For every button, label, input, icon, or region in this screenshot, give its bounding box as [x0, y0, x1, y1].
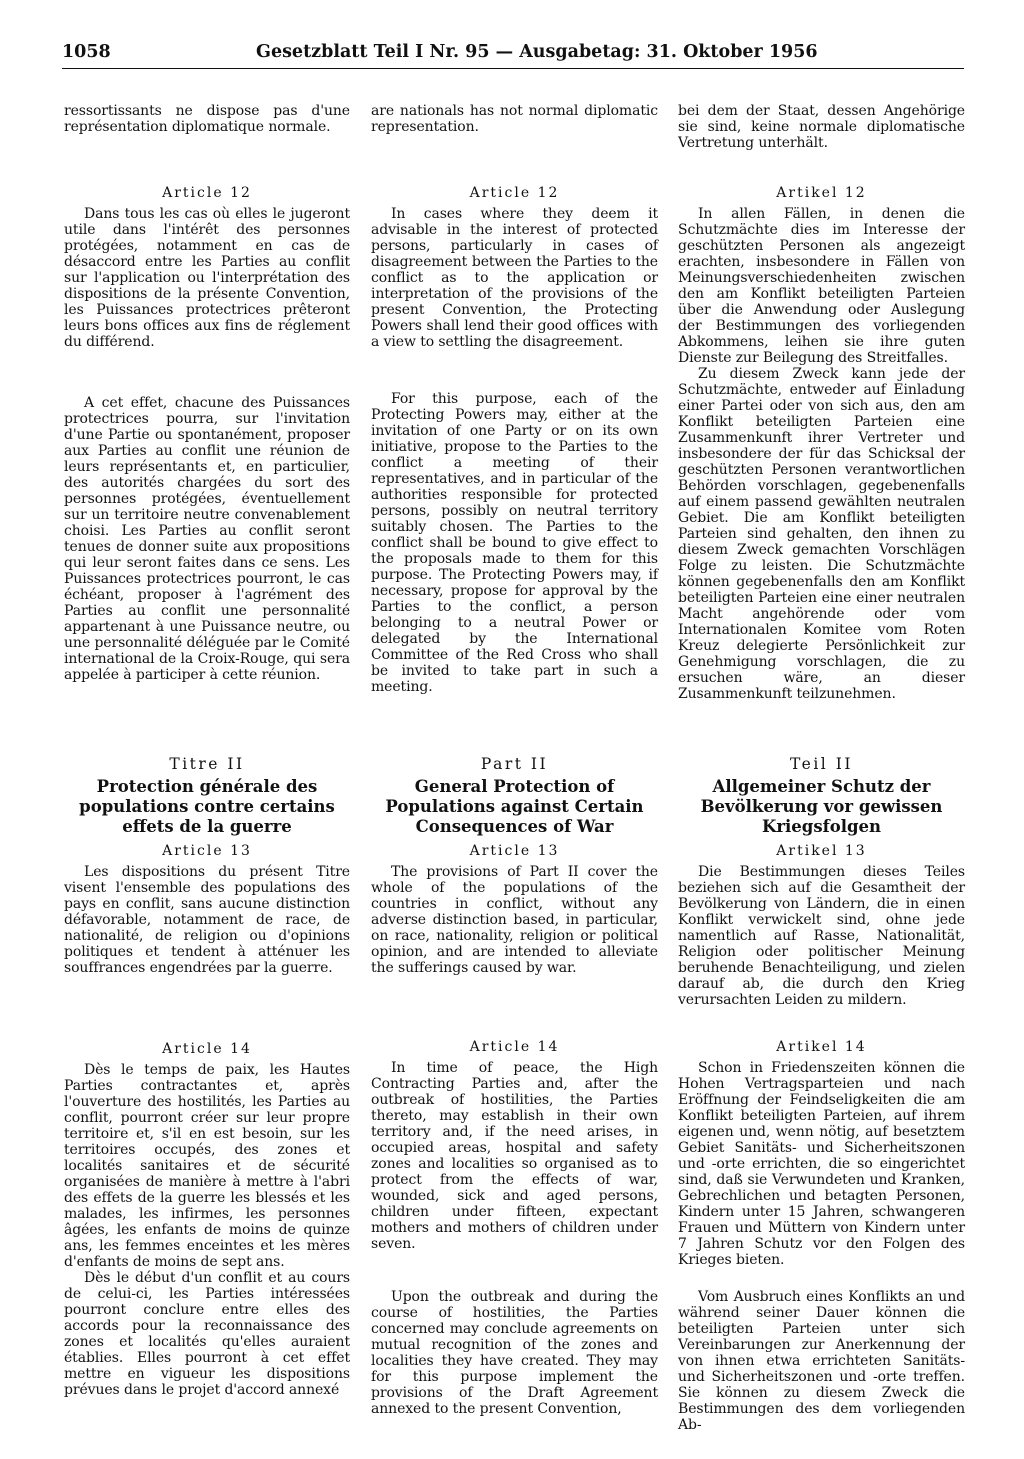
german-article-12-paragraph-2: Zu diesem Zweck kann jede der Schutzmächte, entweder auf Einladung einer Partei oder von sich aus, den am Konflikt beteiligten Parteien eine Zusammenkunft ihrer Vertreter und insbesondere der für das Schicksal der geschützten Personen verantwortlichen Behörden vorschlagen, gegebenenfalls auf einem passend gewählten neutralen Gebiet. Die am Konflikt beteiligten Parteien sind gehalten, den ihnen zu diesem Zweck gemachten Vorschlägen Folge zu leisten. Die Schutzmächte können gegebenenfalls den am Konflikt beteiligten Parteien eine einer neutralen Macht angehörende oder vom Internationalen Komitee vom Roten Kreuz delegierte Persönlichkeit zur Genehmigung vorschlagen, die zu ersuchen wäre, an dieser Zusammenkunft teilzunehmen. [678, 366, 965, 702]
german-article-13-paragraph: Die Bestimmungen dieses Teiles beziehen sich auf die Gesamtheit der Bevölkerung von Ländern, die in einen Konflikt verwickelt sind, ohne jede namentlich auf Rasse, Nationalität, Religion oder politischer Meinung beruhende Benachteiligung, und zielen darauf ab, die durch den Krieg verursachten Leiden zu mildern. [678, 864, 965, 1008]
french-intro: ressortissants ne dispose pas d'une représentation diplomatique normale. [64, 103, 350, 135]
french-article-13-heading: Article 13 [162, 843, 252, 859]
english-article-12-paragraph-2: For this purpose, each of the Protecting Powers may, either at the invitation of one Party or on its own initiative, propose to the Parties to the conflict a meeting of their representatives, and in particular of the authorities responsible for protected persons, possibly on neutral territory suitably chosen. The Parties to the conflict shall be bound to give effect to the proposals made to them for this purpose. The Protecting Powers may, if necessary, propose for approval by the Parties to the conflict, a person belonging to a neutral Power or delegated by the International Committee of the Red Cross who shall be invited to take part in such a meeting. [371, 391, 658, 695]
english-article-13-paragraph: The provisions of Part II cover the whole of the populations of the countries in conflict, without any adverse distinction based, in particular, on race, nationality, religion or political opinion, and are intended to alleviate the sufferings caused by war. [371, 864, 658, 976]
page-number: 1058 [62, 42, 111, 62]
german-part-heading: Teil II [790, 755, 853, 773]
german-article-12-paragraph-1: In allen Fällen, in denen die Schutzmächte dies im Interesse der geschützten Personen als angezeigt erachten, insbesondere in Fällen von Meinungsverschiedenheiten zwischen den am Konflikt beteiligten Parteien über die Anwendung oder Auslegung der Bestimmungen des vorliegenden Abkommens, leihen sie ihre guten Dienste zur Beilegung des Streitfalles. [678, 206, 965, 366]
english-article-14-paragraph-1: In time of peace, the High Contracting Parties and, after the outbreak of hostilities, the Parties thereto, may establish in their own territory and, if the need arises, in occupied areas, hospital and safety zones and localities so organised as to protect from the effects of war, wounded, sick and aged persons, children under fifteen, expectant mothers and mothers of children under seven. [371, 1060, 658, 1252]
german-part-title: Allgemeiner Schutz der Bevölkerung vor gewissen Kriegsfolgen [700, 777, 943, 836]
english-article-12-heading: Article 12 [469, 185, 560, 201]
gazette-title: Gesetzblatt Teil I Nr. 95 — Ausgabetag: 31. Oktober 1956 [256, 42, 818, 62]
english-part-heading: Part II [480, 755, 549, 773]
german-intro: bei dem der Staat, dessen Angehörige sie sind, keine normale diplomatische Vertretung unterhält. [678, 103, 965, 151]
german-article-14-paragraph-1: Schon in Friedenszeiten können die Hohen Vertragsparteien und nach Eröffnung der Feindseligkeiten die am Konflikt beteiligten Parteien, auf ihrem eigenen und, wenn nötig, auf besetztem Gebiet Sanitäts- und Sicherheitszonen und -orte errichten, die so eingerichtet sind, daß sie Verwundeten und Kranken, Gebrechlichen und betagten Personen, Kindern unter 15 Jahren, schwangeren Frauen und Müttern von Kindern unter 7 Jahren Schutz vor den Folgen des Krieges bieten. [678, 1060, 965, 1268]
french-article-13-paragraph: Les dispositions du présent Titre visent l'ensemble des populations des pays en conflit, sans aucune distinction défavorable, notamment de race, de nationalité, de religion ou d'opinions politiques et tendent à atténuer les souffrances engendrées par la guerre. [64, 864, 350, 976]
french-article-12-paragraph-2: A cet effet, chacune des Puissances protectrices pourra, sur l'invitation d'une Partie ou spontanément, proposer aux Parties au conflit une réunion de leurs représentants et, en particulier, des autorités chargées du sort des personnes protégées, éventuellement sur un territoire neutre convenablement choisi. Les Parties au conflit seront tenues de donner suite aux propositions qui leur seront faites dans ce sens. Les Puissances protectrices pourront, le cas échéant, proposer à l'agrément des Parties au conflit une personnalité appartenant à une Puissance neutre, ou une personnalité déléguée par le Comité international de la Croix-Rouge, qui sera appelée à participer à cette réunion. [64, 395, 350, 683]
english-article-13-heading: Article 13 [469, 843, 560, 859]
french-part-title: Protection générale des populations contre certains effets de la guerre [79, 777, 335, 836]
english-intro: are nationals has not normal diplomatic representation. [371, 103, 658, 135]
english-article-14-paragraph-2: Upon the outbreak and during the course of hostilities, the Parties concerned may conclude agreements on mutual recognition of the zones and localities they have created. They may for this purpose implement the provisions of the Draft Agreement annexed to the present Convention, [371, 1289, 658, 1417]
french-article-12-heading: Article 12 [162, 185, 252, 201]
german-article-12-heading: Artikel 12 [776, 185, 867, 201]
german-article-13-heading: Artikel 13 [776, 843, 867, 859]
french-article-12-paragraph-1: Dans tous les cas où elles le jugeront utile dans l'intérêt des personnes protégées, notamment en cas de désaccord entre les Parties au conflit sur l'application ou l'interprétation des dispositions de la présente Convention, les Puissances protectrices prêteront leurs bons offices aux fins de réglement du différend. [64, 206, 350, 350]
french-article-14-paragraph-2: Dès le début d'un conflit et au cours de celui-ci, les Parties intéressées pourront conclure entre elles des accords pour la reconnaissance des zones et localités qu'elles auraient établies. Elles pourront à cet effet mettre en vigueur les dispositions prévues dans le projet d'accord annexé [64, 1270, 350, 1398]
german-article-14-heading: Artikel 14 [776, 1039, 867, 1055]
french-part-heading: Titre II [169, 755, 245, 773]
english-article-12-paragraph-1: In cases where they deem it advisable in the interest of protected persons, particularly in cases of disagreement between the Parties to the conflict as to the application or interpretation of the provisions of the present Convention, the Protecting Powers shall lend their good offices with a view to settling the disagreement. [371, 206, 658, 350]
french-article-14-heading: Article 14 [162, 1041, 252, 1057]
german-article-14-paragraph-2: Vom Ausbruch eines Konflikts an und während seiner Dauer können die beteiligten Parteien unter sich Vereinbarungen zur Anerkennung der von ihnen etwa errichteten Sanitäts- und Sicherheitszonen und -orte treffen. Sie können zu diesem Zweck die Bestimmungen des dem vorliegenden Ab- [678, 1289, 965, 1433]
english-part-title: General Protection of Populations against Certain Consequences of War [385, 777, 644, 836]
french-article-14-paragraph-1: Dès le temps de paix, les Hautes Parties contractantes et, après l'ouverture des hostilités, les Parties au conflit, pourront créer sur leur propre territoire et, s'il en est besoin, sur les territoires occupés, des zones et localités sanitaires et de sécurité organisées de manière à mettre à l'abri des effets de la guerre les blessés et les malades, les infirmes, les personnes âgées, les enfants de moins de quinze ans, les femmes enceintes et les mères d'enfants de moins de sept ans. [64, 1062, 350, 1270]
page-header [62, 40, 964, 69]
english-article-14-heading: Article 14 [469, 1039, 560, 1055]
